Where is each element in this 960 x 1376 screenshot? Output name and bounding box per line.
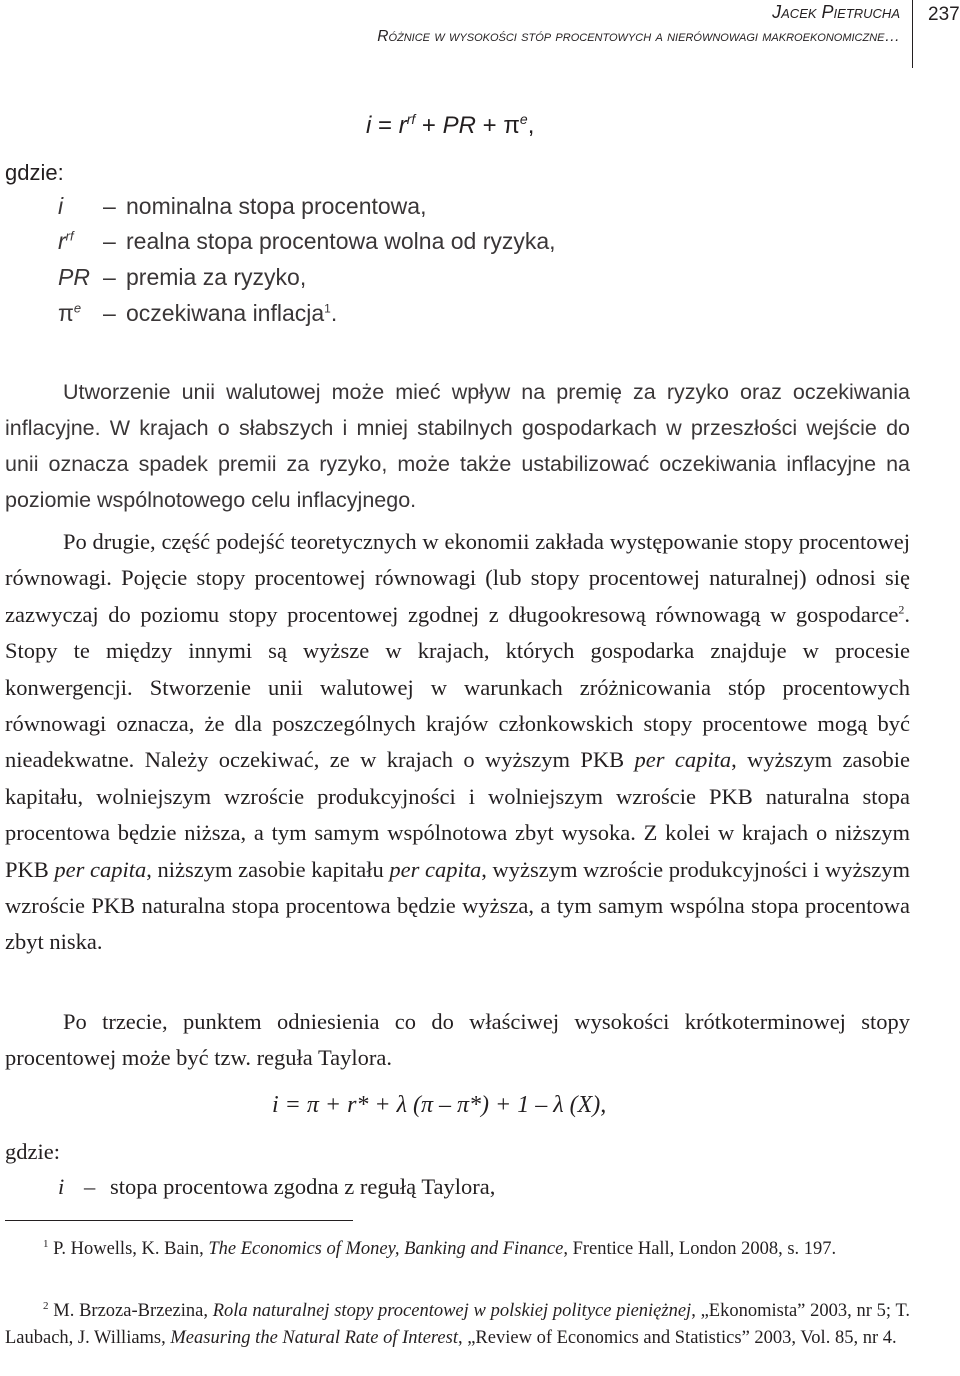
paragraph-taylor-rule: Po trzecie, punktem odniesienia co do właściwej wysokości krótkoterminowej stopy procentowej może być tzw. reguła Taylora. <box>5 1009 910 1071</box>
formula-pi-sup: e <box>519 111 528 127</box>
definition-symbol: i <box>58 1174 65 1199</box>
footnote-number: 1 <box>43 1237 49 1250</box>
definition-symbol: $\pi^e$ <box>58 300 82 326</box>
footnote-number: 2 <box>43 1299 49 1312</box>
running-head-author: Jacek Pietrucha <box>772 2 900 22</box>
footnote-divider <box>5 1220 353 1221</box>
definition-text: premia za ryzyko, <box>126 264 307 290</box>
definition-symbol: $r^{rf}$ <box>58 228 74 254</box>
footnote-ref: 2 <box>898 602 905 617</box>
formula-end: , <box>527 112 535 139</box>
definition-dash: – <box>103 300 116 326</box>
gdzie-label-2: gdzie: <box>5 1139 60 1164</box>
formula-r-sup: rf <box>406 111 416 127</box>
definition-symbol: i <box>58 193 64 219</box>
definition-item <box>0 193 960 227</box>
running-head-title: Różnice w wysokości stóp procentowych a nierównowagi makroekonomiczne… <box>377 28 900 45</box>
formula-eq: = <box>371 112 399 139</box>
definition-dash: – <box>103 228 116 254</box>
gdzie-label: gdzie: <box>5 160 64 185</box>
definition-dash: – <box>103 193 116 219</box>
formula-plus: + <box>415 112 443 139</box>
formula-pr: PR <box>442 112 476 139</box>
footnote-2: $^2$ M. Brzoza-Brzezina, Rola naturalnej stopy procentowej w polskiej polityce pieniężnej, „Ekonomista” 2003, nr 5; T. Laubach, J. Williams, Measuring the Natural Rate of Interest, „Review of Economics and Statistics” 2003, Vol. 85, nr 4. <box>5 1299 910 1348</box>
formula-r: r <box>398 112 407 139</box>
definition-text: nominalna stopa procentowa, <box>126 193 427 219</box>
paragraph-monetary-union: Utworzenie unii walutowej może mieć wpływ na premię za ryzyko oraz oczekiwania inflacyjne. W krajach o słabszych i mniej stabilnych gospodarkach w przeszłości wejście do unii oznacza spadek premii za ryzyko, może także ustabilizować oczekiwania inflacyjne na poziomie wspólnotowego celu inflacyjnego. <box>5 380 910 512</box>
formula-interest-rate <box>366 112 534 140</box>
definition-text: oczekiwana inflacja$^1$. <box>126 300 338 326</box>
definition-item <box>0 228 960 262</box>
definition-text: stopa procentowa zgodna z regułą Taylora, <box>110 1174 496 1199</box>
formula-plus-pi: + π <box>475 112 520 139</box>
definition-item <box>0 300 960 334</box>
page-number: 237 <box>928 4 960 25</box>
formula-taylor-rule: i = π + r* + λ (π – π*) + 1 – λ (X), <box>272 1092 607 1118</box>
paragraph-equilibrium-rate: Po drugie, część podejść teoretycznych w ekonomii zakłada występowanie stopy procentowej równowagi. Pojęcie stopy procentowej równowagi (lub stopy procentowej naturalnej) odnosi się zazwyczaj do poziomu stopy procentowej zgodnej z długookresową równowagą w gospodarce$^2$. Stopy te między innymi są wyższe w krajach, których gospodarka znajduje w procesie konwergencji. Stworzenie unii walutowej w warunkach zróżnicowania stóp procentowych równowagi oznacza, że dla poszczególnych krajów członkowskich stopy procentowe mogą być nieadekwatne. Należy oczekiwać, ze w krajach o wyższym PKB per capita, wyższym zasobie kapitału, wolniejszym wzroście produkcyjności i wolniejszym wzroście PKB naturalna stopa procentowa będzie niższa, a tym samym wspólnotowa zbyt wysoka. Z kolei w krajach o niższym PKB per capita, niższym zasobie kapitału per capita, wyższym wzroście produkcyjności i wyższym wzroście PKB naturalna stopa procentowa będzie wyższa, a tym samym wspólna stopa procentowa zbyt niska. <box>5 529 910 955</box>
definition-item <box>0 1174 960 1208</box>
definition-item <box>0 264 960 298</box>
footnote-1: $^1$ P. Howells, K. Bain, The Economics of Money, Banking and Finance, Frentice Hall, London 2008, s. 197. <box>43 1237 837 1259</box>
definition-symbol: PR <box>58 264 90 290</box>
definition-dash: – <box>103 264 116 290</box>
footnote-ref: 1 <box>324 301 331 316</box>
formula-lhs: i <box>366 112 372 139</box>
definition-text: realna stopa procentowa wolna od ryzyka, <box>126 228 556 254</box>
header-divider <box>912 0 913 68</box>
definition-dash: – <box>84 1174 96 1199</box>
